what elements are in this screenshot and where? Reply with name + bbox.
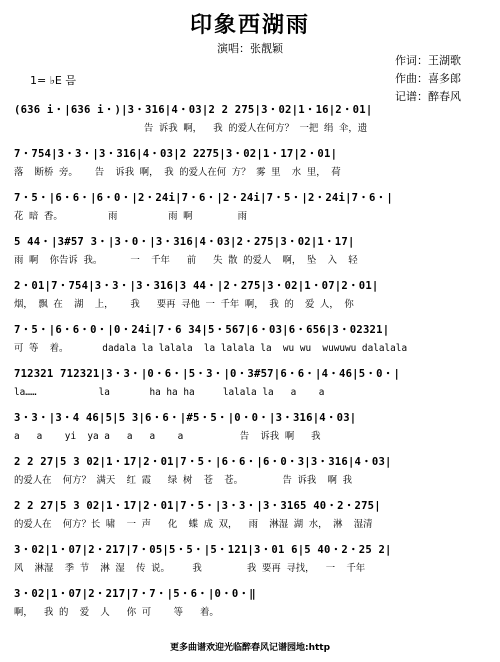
note-line: 2 2 27|5 3 02|1・17|2・01|7・5・|6・6・|6・0・3|3・316|4・03| xyxy=(14,456,392,468)
lyric-line: 的爱人在 何方？长 啸 一 声 化 蝶 成 双， 雨 淋湿 湖 水， 淋 湿清 xyxy=(14,519,373,530)
score-row xyxy=(14,230,486,274)
lyric-line: la…… la ha ha ha lalala la a a xyxy=(14,387,325,398)
note-line: 3・02|1・07|2・217|7・7・|5・6・|0・0・‖ xyxy=(14,588,256,600)
lyric-line: a a yi ya a a a a 告 诉我 啊 我 xyxy=(14,431,321,442)
note-line: (636 i・|636 i・)|3・316|4・03|2 2 275|3・02|1・16|2・01| xyxy=(14,104,373,116)
score-row xyxy=(14,406,486,450)
note-line: 3・02|1・07|2・217|7・05|5・5・|5・121|3・01 6|5 40・2・25 2| xyxy=(14,544,392,556)
key-signature: 1= ♭E 믐 xyxy=(30,74,76,87)
transcriber-credit: 记谱：醉春风 xyxy=(395,90,461,103)
score-row xyxy=(14,318,486,362)
lyric-line: 可 等 着。 dadala la lalala la lalala la wu wu wuwuwu dalalala xyxy=(14,343,408,354)
note-line: 2・01|7・754|3・3・|3・316|3 44・|2・275|3・02|1・07|2・01| xyxy=(14,280,379,292)
jianpu-score xyxy=(14,98,486,626)
lyric-line: 雨 啊 你告诉 我。 一 千年 前 失 散 的爱人 啊， 坠 入 轻 xyxy=(14,255,358,266)
score-row xyxy=(14,450,486,494)
lyric-line: 啊， 我 的 爱 人 你 可 等 着。 xyxy=(14,607,219,618)
song-title: 印象西湖雨 xyxy=(189,12,310,38)
lyric-line: 落 断桥 旁。 告 诉我 啊， 我 的爱人在何 方？ 雾 里 水 里， 荷 xyxy=(14,167,341,178)
lyricist-credit: 作词：王湖歌 xyxy=(395,54,461,67)
note-line: 7・5・|6・6・0・|0・24i|7・6 34|5・567|6・03|6・656|3・02321| xyxy=(14,324,390,336)
note-line: 5 44・|3#57 3・|3・0・|3・316|4・03|2・275|3・02|1・17| xyxy=(14,236,355,248)
lyric-line: 告 诉我 啊， 我 的爱人在何方？ 一把 绢 伞，遗 xyxy=(14,123,368,134)
score-row xyxy=(14,274,486,318)
score-row xyxy=(14,186,486,230)
note-line: 3・3・|3・4 46|5|5 3|6・6・|#5・5・|0・0・|3・316|4・03| xyxy=(14,412,357,424)
footer-note: 更多曲谱欢迎光临醉春风记谱园地:http xyxy=(169,643,331,653)
lyric-line: 的爱人在 何方？ 满天 红 霞 绿 树 苍 苍。 告 诉我 啊 我 xyxy=(14,475,352,486)
lyric-line: 风 淋湿 季 节 淋 湿 传 说。 我 我 要再 寻找， 一 千年 xyxy=(14,563,366,574)
score-row xyxy=(14,494,486,538)
note-line: 2 2 27|5 3 02|1・17|2・01|7・5・|3・3・|3・3165 40・2・275| xyxy=(14,500,381,512)
score-row xyxy=(14,142,486,186)
note-line: 7・5・|6・6・|6・0・|2・24i|7・6・|2・24i|7・5・|2・24i|7・6・| xyxy=(14,192,393,204)
score-row xyxy=(14,538,486,582)
composer-credit: 作曲：喜多郎 xyxy=(395,72,461,85)
score-row xyxy=(14,362,486,406)
lyric-line: 烟， 飘 在 湖 上， 我 要再 寻他 一 千年 啊， 我 的 爱 人， 你 xyxy=(14,299,354,310)
lyric-line: 花 暗 香。 雨 雨 啊 雨 xyxy=(14,211,248,222)
score-row xyxy=(14,582,486,626)
score-row xyxy=(14,98,486,142)
singer-credit: 演唱：张靓颖 xyxy=(217,42,283,55)
note-line: 712321 712321|3・3・|0・6・|5・3・|0・3#57|6・6・|4・46|5・0・| xyxy=(14,368,401,380)
note-line: 7・754|3・3・|3・316|4・03|2 2275|3・02|1・17|2・01| xyxy=(14,148,338,160)
